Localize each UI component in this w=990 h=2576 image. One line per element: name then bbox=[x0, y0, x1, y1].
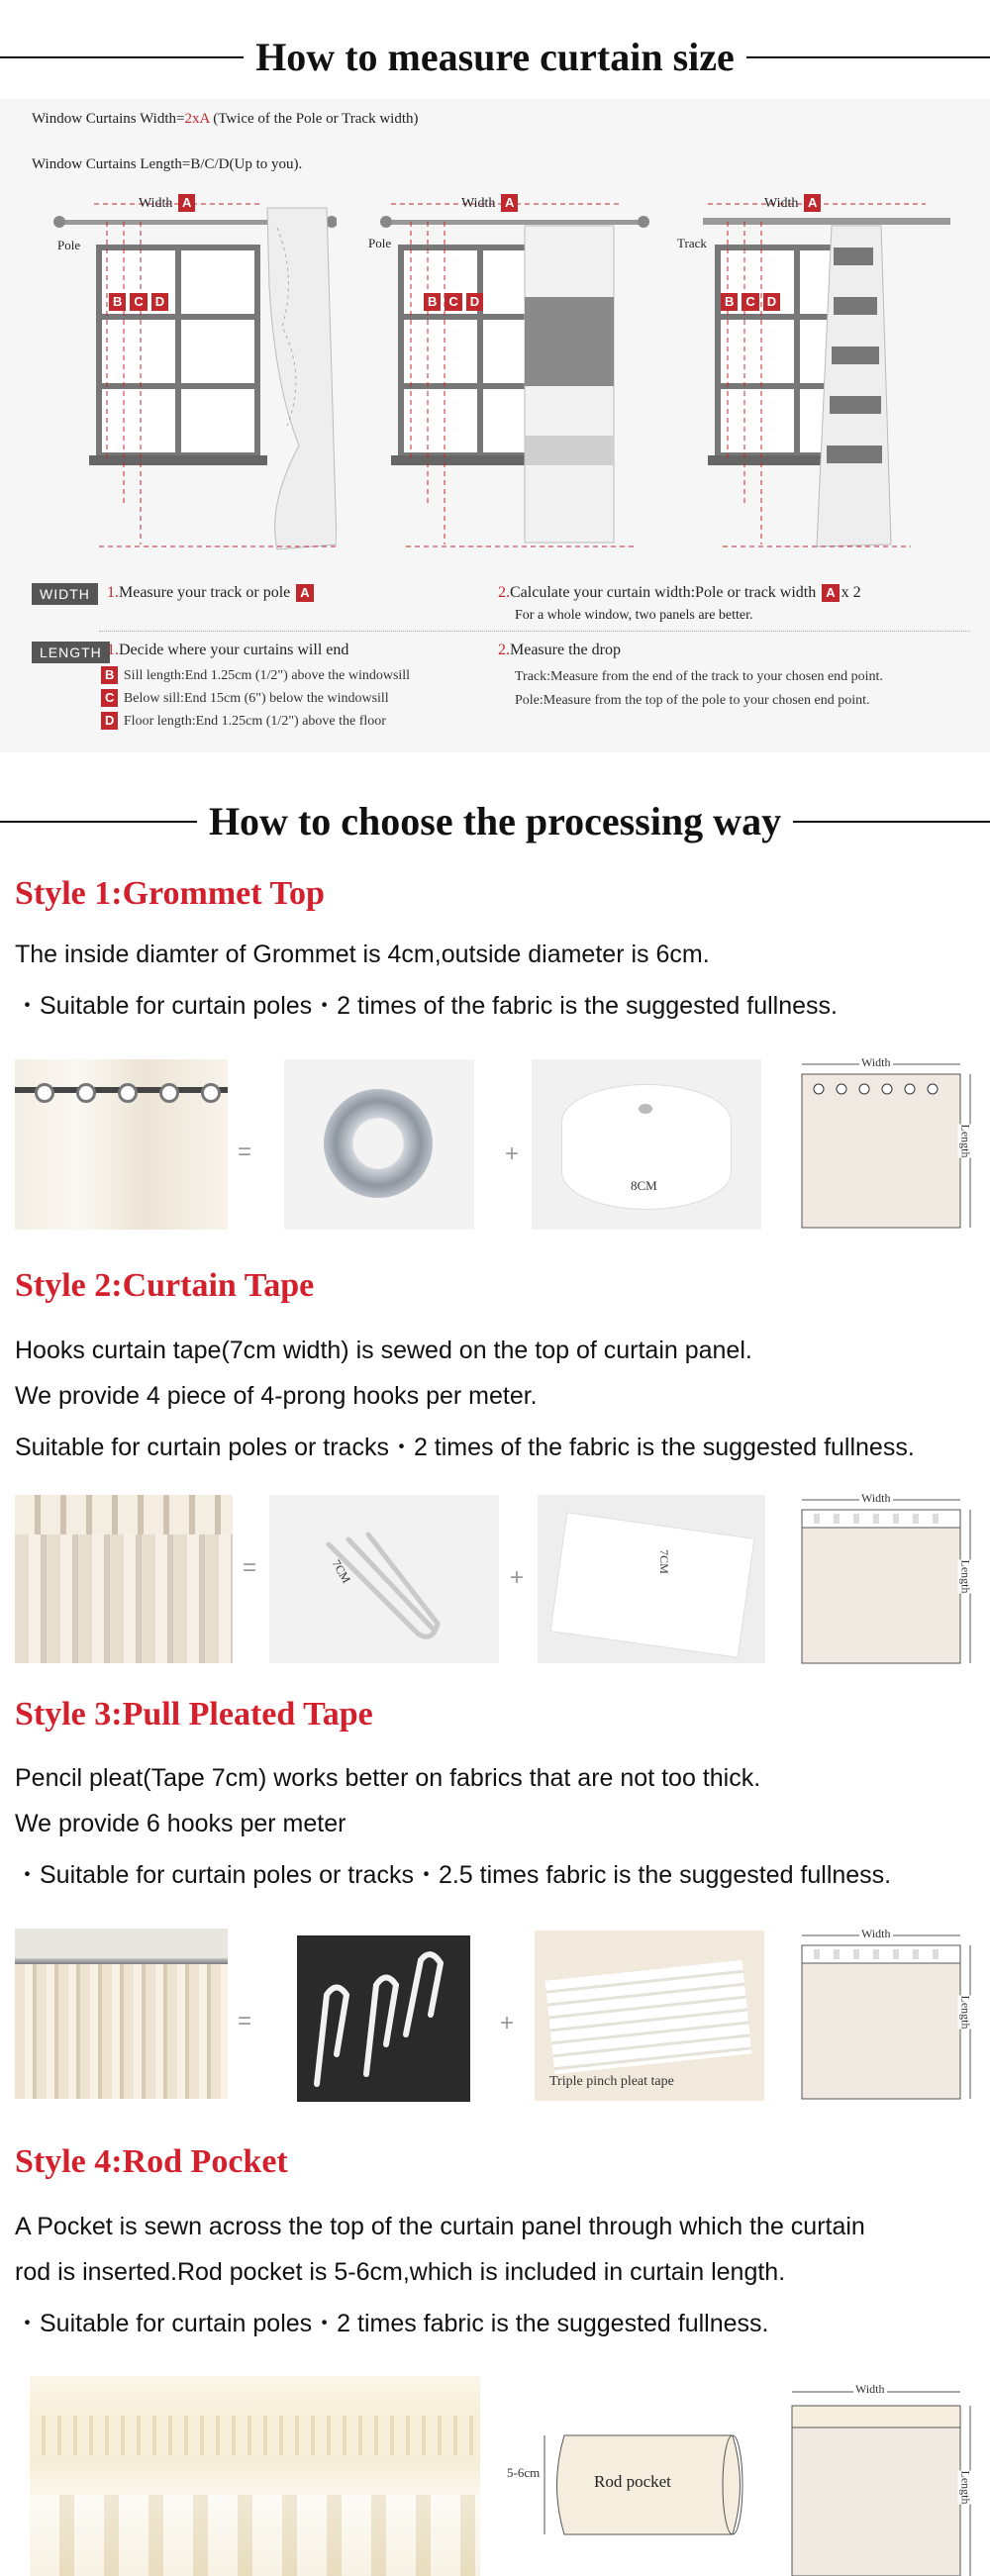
badge-b: B bbox=[424, 293, 441, 311]
divider-dotted bbox=[99, 631, 970, 632]
length-d: D Floor length:End 1.25cm (1/2") above the floor bbox=[99, 712, 386, 730]
title-rule-left bbox=[0, 56, 244, 58]
diagram-2-letters bbox=[422, 293, 485, 311]
badge-a: A bbox=[296, 584, 313, 602]
length-pole-note: Pole:Measure from the top of the pole to your chosen end point. bbox=[515, 693, 870, 708]
title-rule-left bbox=[0, 821, 197, 823]
diagram-length-label: Length bbox=[958, 1995, 973, 2030]
badge-a: A bbox=[178, 194, 195, 212]
diagram-1-letters bbox=[107, 293, 170, 311]
curtain-pole bbox=[386, 220, 644, 225]
style-3-line-3: ・Suitable for curtain poles or tracks・2.5 times fabric is the suggested fullness. bbox=[15, 1861, 892, 1889]
length-step-1: 1.Decide where your curtains will end bbox=[107, 642, 349, 658]
diagram-width-label: Width bbox=[861, 1927, 891, 1940]
width-formula-label: Window Curtains Width= bbox=[32, 111, 185, 127]
curtain-panel bbox=[267, 208, 337, 549]
badge-d: D bbox=[101, 712, 118, 730]
equals-sign: = bbox=[238, 2008, 252, 2034]
rod-pocket-size-diagram bbox=[782, 2376, 980, 2576]
tape-size-label: 7CM bbox=[656, 1549, 671, 1574]
width-tag: WIDTH bbox=[32, 583, 98, 605]
curtain-panel bbox=[802, 1074, 960, 1228]
length-tag: LENGTH bbox=[32, 642, 110, 663]
width-formula-value: 2xA bbox=[184, 111, 210, 127]
diagram-width-label: Width bbox=[861, 1055, 891, 1069]
curtain-panel bbox=[792, 2406, 960, 2576]
badge-c: C bbox=[742, 293, 758, 311]
tape-width-label: 8CM bbox=[631, 1178, 657, 1193]
pole-finial-left bbox=[53, 216, 65, 228]
plus-sign: + bbox=[500, 2010, 515, 2036]
badge-b: B bbox=[101, 666, 118, 684]
pleat-hook-icon bbox=[297, 1935, 470, 2102]
windowsill bbox=[89, 455, 267, 465]
tape-size-diagram bbox=[792, 1490, 980, 1668]
measure-diagram-pole-1 bbox=[40, 188, 337, 564]
grommet-tape-photo bbox=[532, 1059, 761, 1230]
curtain-tape-photo bbox=[538, 1495, 765, 1663]
style-4-line-2: rod is inserted.Rod pocket is 5-6cm,which is included in curtain length. bbox=[15, 2258, 786, 2286]
window-frame bbox=[99, 248, 257, 455]
equals-sign: = bbox=[238, 1139, 252, 1165]
four-prong-hook-icon bbox=[269, 1495, 499, 1663]
length-step-2: 2.Measure the drop bbox=[498, 642, 621, 658]
pleat-size-diagram bbox=[792, 1926, 980, 2104]
diagram-3-width: Width A bbox=[764, 194, 823, 212]
style-3-heading: Style 3:Pull Pleated Tape bbox=[15, 1696, 373, 1733]
diagram-length-label: Length bbox=[958, 1559, 973, 1594]
diagram-1-width: Width A bbox=[139, 194, 197, 212]
badge-a: A bbox=[501, 194, 518, 212]
equals-sign: = bbox=[243, 1554, 257, 1581]
measure-diagram-pole-2 bbox=[366, 188, 663, 564]
plus-sign: + bbox=[505, 1140, 520, 1167]
style-4-line-3: ・Suitable for curtain poles・2 times fabric is the suggested fullness. bbox=[15, 2310, 769, 2337]
length-b: B Sill length:End 1.25cm (1/2") above the windowsill bbox=[99, 666, 410, 684]
rod-pocket-curtain-photo bbox=[30, 2376, 480, 2576]
pocket-label: Rod pocket bbox=[594, 2472, 671, 2491]
length-c: C Below sill:End 15cm (6") below the windowsill bbox=[99, 689, 389, 707]
width-step-2: 2.Calculate your curtain width:Pole or track width A x 2 bbox=[498, 584, 861, 601]
grommet-size-diagram bbox=[792, 1054, 980, 1233]
pole-finial-right bbox=[638, 216, 649, 228]
style-2-line-3: Suitable for curtain poles or tracks・2 times of the fabric is the suggested fullness. bbox=[15, 1434, 915, 1461]
width-step-1: 1.Measure your track or pole A bbox=[107, 584, 316, 602]
diagram-1-label: Pole bbox=[57, 238, 81, 252]
style-2-heading: Style 2:Curtain Tape bbox=[15, 1267, 315, 1304]
pocket-band bbox=[792, 2406, 960, 2427]
processing-title: How to choose the processing way bbox=[208, 799, 782, 843]
style-3-line-2: We provide 6 hooks per meter bbox=[15, 1810, 346, 1837]
width-formula bbox=[32, 111, 418, 128]
measure-diagram-track bbox=[683, 188, 980, 564]
diagram-3-letters bbox=[719, 293, 782, 311]
style-1-heading: Style 1:Grommet Top bbox=[15, 875, 325, 912]
badge-d: D bbox=[763, 293, 780, 311]
title-rule-right bbox=[793, 821, 990, 823]
width-step-2-note: For a whole window, two panels are better. bbox=[515, 608, 753, 623]
pleat-hooks-photo bbox=[297, 1935, 470, 2102]
curtain-track bbox=[703, 218, 950, 225]
badge-b: B bbox=[721, 293, 738, 311]
diagram-width-label: Width bbox=[855, 2382, 885, 2396]
diagram-2-width: Width A bbox=[461, 194, 520, 212]
style-1-line-2: ・Suitable for curtain poles・2 times of the fabric is the suggested fullness. bbox=[15, 992, 838, 1020]
style-3-line-1: Pencil pleat(Tape 7cm) works better on fabrics that are not too thick. bbox=[15, 1764, 761, 1792]
style-2-line-2: We provide 4 piece of 4-prong hooks per meter. bbox=[15, 1382, 538, 1410]
plus-sign: + bbox=[510, 1564, 525, 1591]
diagram-width-label: Width bbox=[861, 1491, 891, 1505]
badge-d: D bbox=[466, 293, 483, 311]
style-2-line-1: Hooks curtain tape(7cm width) is sewed on the top of curtain panel. bbox=[15, 1337, 752, 1364]
pocket-size-label: 5-6cm bbox=[507, 2465, 541, 2480]
title-rule-right bbox=[746, 56, 990, 58]
pleat-tape-caption: Triple pinch pleat tape bbox=[549, 2074, 674, 2089]
curtain-stripe bbox=[525, 297, 614, 386]
hooks-photo bbox=[269, 1495, 499, 1663]
style-1-line-1: The inside diamter of Grommet is 4cm,outside diameter is 6cm. bbox=[15, 941, 710, 968]
grommet-ring-photo bbox=[284, 1059, 474, 1230]
diagram-3-label: Track bbox=[677, 236, 707, 250]
length-formula: Window Curtains Length=B/C/D(Up to you). bbox=[32, 156, 303, 172]
curtain-panel bbox=[802, 1945, 960, 2099]
pencil-pleat-curtain-photo bbox=[15, 1929, 228, 2099]
hook-size-label: 7CM bbox=[329, 1557, 354, 1586]
badge-b: B bbox=[109, 293, 126, 311]
diagram-2-label: Pole bbox=[368, 236, 392, 250]
badge-c: C bbox=[445, 293, 461, 311]
measure-title: How to measure curtain size bbox=[255, 35, 735, 79]
badge-c: C bbox=[101, 689, 118, 707]
badge-d: D bbox=[151, 293, 168, 311]
width-formula-note: (Twice of the Pole or Track width) bbox=[209, 111, 419, 127]
curtain-panel bbox=[802, 1510, 960, 1663]
pleat-tape-photo bbox=[535, 1931, 764, 2101]
length-track-note: Track:Measure from the end of the track to your chosen end point. bbox=[515, 669, 883, 684]
diagram-length-label: Length bbox=[958, 1124, 973, 1158]
curtain-stripe bbox=[525, 436, 614, 465]
pleated-curtain-photo bbox=[15, 1495, 233, 1663]
badge-a: A bbox=[804, 194, 821, 212]
diagram-length-label: Length bbox=[958, 2470, 973, 2505]
pole-finial-left bbox=[380, 216, 392, 228]
badge-a: A bbox=[822, 584, 839, 602]
measure-section-title bbox=[0, 34, 990, 80]
grommet-curtain-photo bbox=[15, 1059, 228, 1230]
style-4-heading: Style 4:Rod Pocket bbox=[15, 2143, 288, 2180]
badge-c: C bbox=[130, 293, 147, 311]
style-4-line-1: A Pocket is sewn across the top of the curtain panel through which the curtain bbox=[15, 2213, 865, 2240]
processing-section-title bbox=[0, 798, 990, 844]
